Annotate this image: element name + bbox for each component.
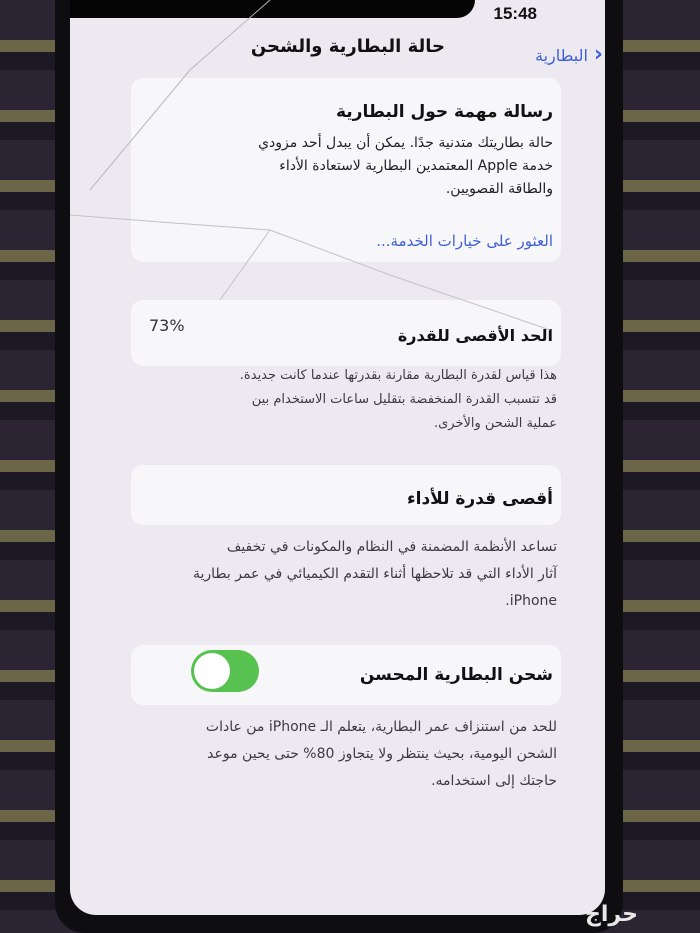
description-line: الشحن اليومية، بحيث ينتظر ولا يتجاوز 80% حتى يحين موعد [207,746,557,762]
find-service-options-link[interactable]: العثور على خيارات الخدمة... [376,232,553,250]
peak-performance-label: أقصى قدرة للأداء [406,489,553,509]
peak-performance-row [131,465,561,525]
optimized-charging-description [127,714,557,795]
phone-screen [70,0,605,915]
back-button[interactable] [535,44,603,66]
notch [70,0,475,18]
status-time: 15:48 [493,4,537,23]
chevron-left-icon: ‹ [593,42,603,67]
maximum-capacity-label: الحد الأقصى للقدرة [397,326,553,345]
message-line: والطاقة القصويين. [445,181,553,197]
maximum-capacity-row [131,300,561,366]
description-line: حاجتك إلى استخدامه. [431,773,557,789]
optimized-charging-toggle[interactable] [191,650,259,692]
description-line: هذا قياس لقدرة البطارية مقارنة بقدرتها عندما كانت جديدة. [239,368,557,383]
back-button-label: البطارية [535,45,588,65]
description-line: تساعد الأنظمة المضمنة في النظام والمكونات في تخفيف [226,539,557,555]
maximum-capacity-value: 73% [149,316,185,335]
message-body [143,132,553,201]
optimized-charging-label: شحن البطارية المحسن [359,665,553,685]
message-line: خدمة Apple المعتمدين البطارية لاستعادة الأداء [279,158,553,174]
description-line: عملية الشحن والأخرى. [433,416,557,431]
maximum-capacity-description [127,364,557,436]
watermark-logo: حراج [585,902,638,927]
peak-performance-description [127,534,557,615]
description-line: iPhone. [505,593,557,609]
message-line: حالة بطاريتك متدنية جدًا. يمكن أن يبدل أحد مزودي [258,135,553,151]
description-line: قد تتسبب القدرة المنخفضة بتقليل ساعات الاستخدام بين [251,392,557,407]
message-heading: رسالة مهمة حول البطارية [335,102,553,122]
description-line: آثار الأداء التي قد تلاحظها أثناء التقدم الكيميائي في عمر بطارية [192,566,557,582]
description-line: للحد من استنزاف عمر البطارية، يتعلم الـ iPhone من عادات [205,719,557,735]
page-title: حالة البطارية والشحن [250,36,445,57]
toggle-knob [194,653,230,689]
important-message-card [131,78,561,262]
optimized-charging-row [131,645,561,705]
